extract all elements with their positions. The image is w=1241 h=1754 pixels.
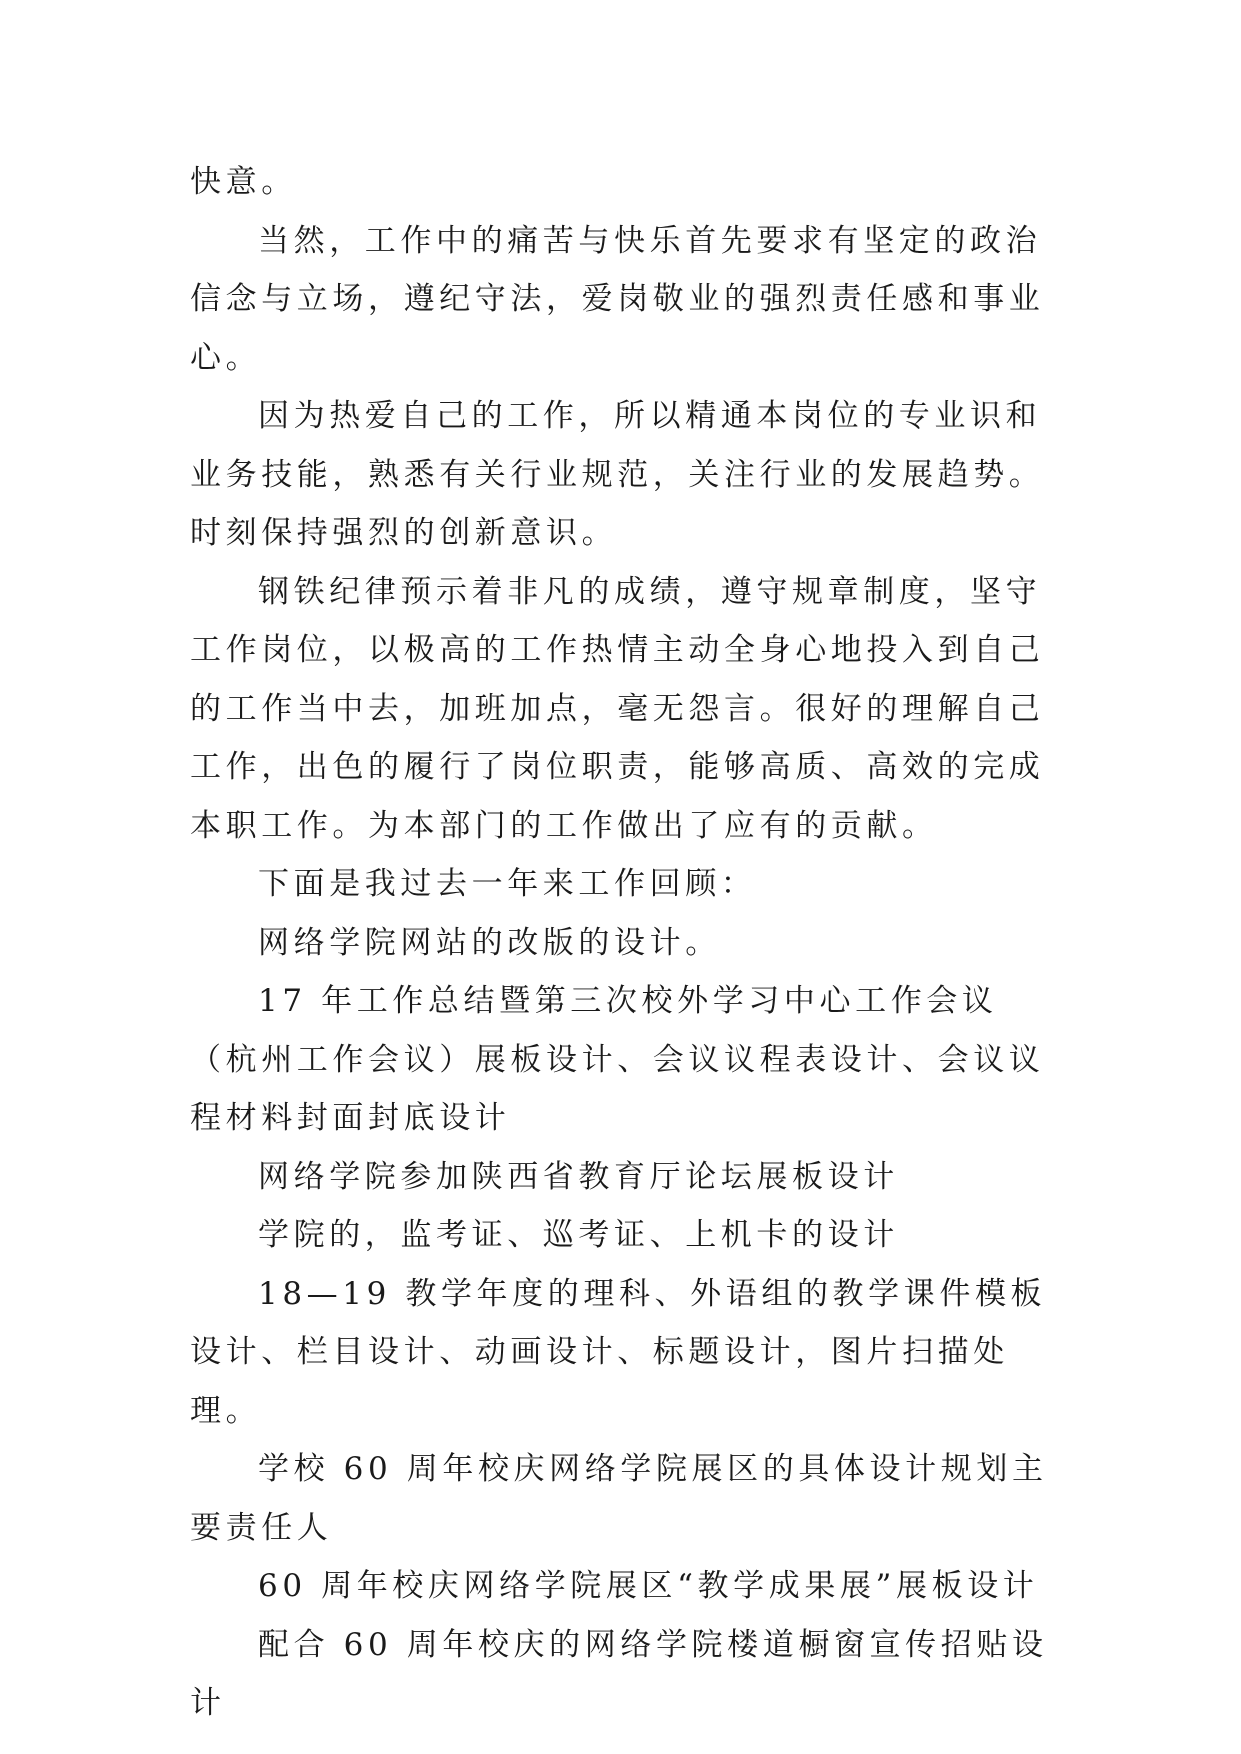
list-item: 17 年工作总结暨第三次校外学习中心工作会议（杭州工作会议）展板设计、会议议程表设计、会议议程材料封面封底设计 [190,983,1045,1136]
list-item: 学院的，监考证、巡考证、上机卡的设计 [258,1217,899,1253]
paragraph: 因为热爱自己的工作，所以精通本岗位的专业识和业务技能，熟悉有关行业规范，关注行业的发展趋势。时刻保持强烈的创新意识。 [190,398,1045,551]
document-page [190,153,1050,1733]
list-item: 配合 60 周年校庆的网络学院楼道橱窗宣传招贴设计 [190,1626,1048,1721]
list-item: 18—19 教学年度的理科、外语组的教学课件模板设计、栏目设计、动画设计、标题设计，图片扫描处理。 [190,1275,1047,1429]
paragraph: 下面是我过去一年来工作回顾： [258,866,757,902]
list-item: 网络学院网站的改版的设计。 [258,924,721,961]
list-item: 网络学院参加陕西省教育厅论坛展板设计 [258,1158,899,1195]
list-item: 60 周年校庆网络学院展区“教学成果展”展板设计 [258,1568,1039,1604]
list-item: 学校 60 周年校庆网络学院展区的具体设计规划主要责任人 [190,1451,1048,1546]
paragraph: 当然，工作中的痛苦与快乐首先要求有坚定的政治信念与立场，遵纪守法，爱岗敬业的强烈责任感和事业心。 [190,222,1045,376]
paragraph-continuation: 快意。 [190,164,297,200]
paragraph: 钢铁纪律预示着非凡的成绩，遵守规章制度，坚守工作岗位，以极高的工作热情主动全身心地投入到自己的工作当中去，加班加点，毫无怨言。很好的理解自己工作，出色的履行了岗位职责，能够高质、高效的完成本职工作。为本部门的工作做出了应有的贡献。 [190,573,1045,844]
